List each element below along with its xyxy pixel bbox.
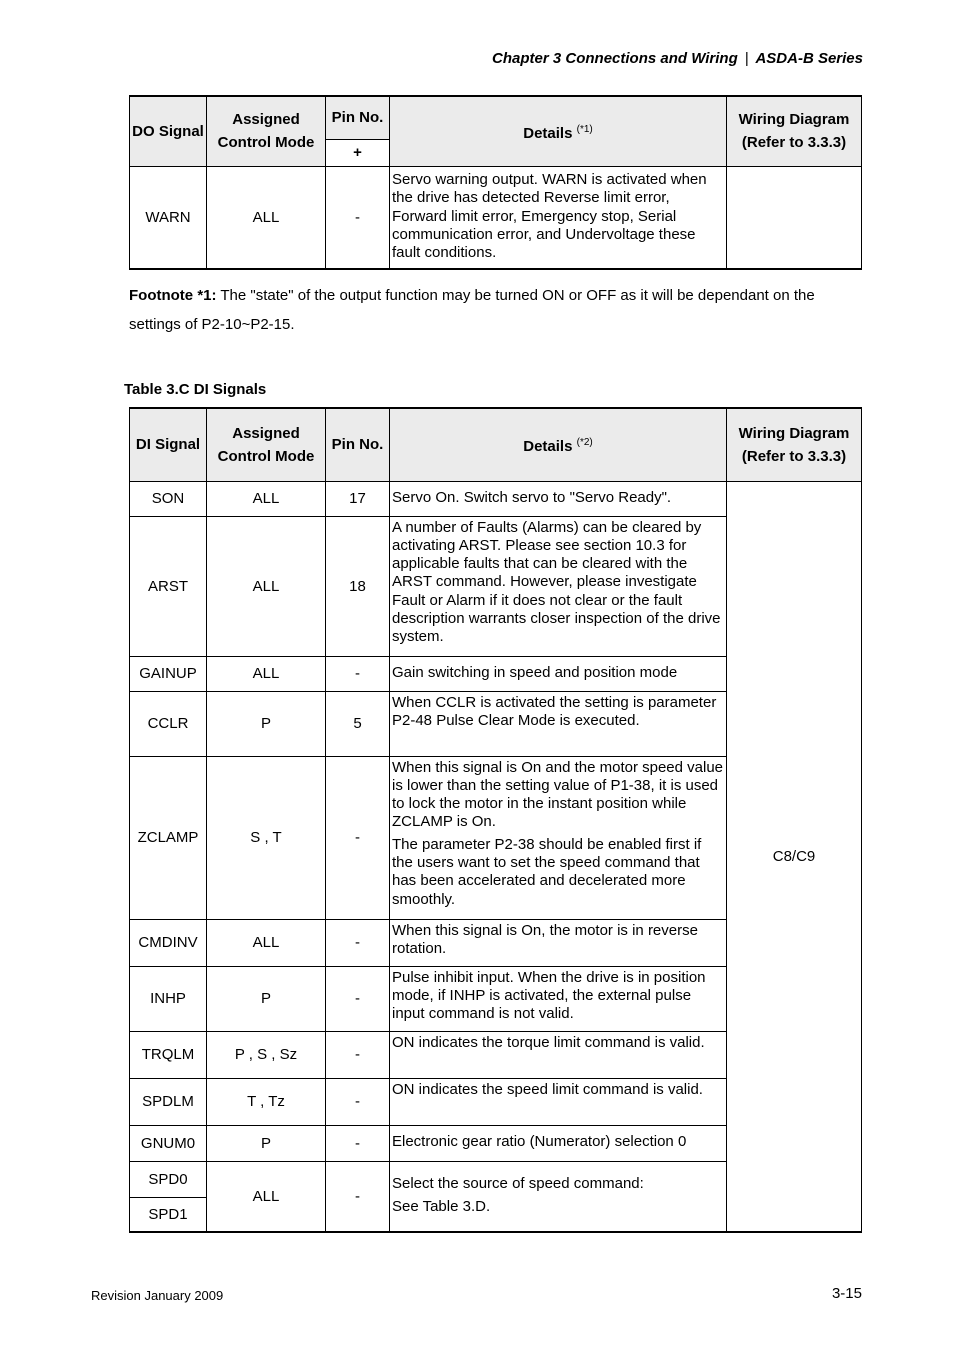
series-title: ASDA-B Series	[755, 50, 863, 67]
col-header-details: Details $^{(*2)}$	[390, 408, 727, 481]
table-caption: Table 3.C DI Signals	[124, 381, 267, 398]
footnote-label: Footnote *1:	[129, 287, 217, 304]
cell-pin: -	[326, 966, 390, 1031]
table-row	[130, 166, 862, 269]
cell-signal: ZCLAMP	[130, 756, 207, 919]
footnote	[129, 281, 869, 339]
details-paragraph: See Table 3.D.	[392, 1197, 491, 1215]
chapter-title: Chapter 3 Connections and Wiring	[492, 50, 738, 67]
cell-details: Electronic gear ratio (Numerator) selection 0	[390, 1125, 727, 1161]
cell-mode: ALL	[207, 1161, 326, 1232]
header-separator: |	[744, 50, 749, 67]
cell-mode: ALL	[207, 481, 326, 516]
cell-pin: -	[326, 756, 390, 919]
details-paragraph: Select the source of speed command:	[392, 1175, 644, 1193]
cell-details: Servo On. Switch servo to "Servo Ready".	[390, 481, 727, 516]
cell-mode: ALL	[207, 919, 326, 966]
cell-pin: -	[326, 656, 390, 691]
revision-note: Revision January 2009	[91, 1288, 224, 1303]
col-header-details: Details $^{(*1)}$	[390, 96, 727, 166]
cell-details: ON indicates the speed limit command is valid.	[390, 1078, 727, 1125]
col-header-pin: Pin No.	[326, 408, 390, 481]
cell-signal: SPDLM	[130, 1078, 207, 1125]
page-number: 3-15	[831, 1285, 862, 1302]
col-header-signal: DO Signal	[130, 96, 207, 166]
cell-details	[390, 1161, 727, 1232]
cell-signal: SPD1	[130, 1197, 207, 1232]
cell-signal: TRQLM	[130, 1031, 207, 1078]
cell-pin: 5	[326, 691, 390, 756]
cell-pin: -	[326, 919, 390, 966]
cell-details	[390, 756, 727, 919]
cell-mode: T , Tz	[207, 1078, 326, 1125]
di-signal-table	[129, 407, 862, 1233]
cell-mode: P	[207, 691, 326, 756]
cell-signal: GAINUP	[130, 656, 207, 691]
cell-details: Servo warning output. WARN is activated when the drive has detected Reverse limit error, Forward limit error, Emergency stop, Serial communication error, and Undervoltage these fault conditions.	[390, 166, 727, 269]
details-paragraph: When this signal is On and the motor speed value is lower than the setting value of P1-38, it is used to lock the motor in the instant position while ZCLAMP is On.	[392, 758, 724, 831]
cell-details: When this signal is On, the motor is in reverse rotation.	[390, 919, 727, 966]
cell-pin: 18	[326, 516, 390, 656]
col-header-mode: Assigned Control Mode	[207, 96, 326, 166]
cell-mode: P	[207, 966, 326, 1031]
cell-pin: -	[326, 1125, 390, 1161]
details-paragraph: The parameter P2-38 should be enabled first if the users want to set the speed command that has been accelerated and decelerated more smoothly.	[392, 835, 702, 908]
cell-signal: CMDINV	[130, 919, 207, 966]
cell-details: Pulse inhibit input. When the drive is in position mode, if INHP is activated, the external pulse input command is not valid.	[390, 966, 727, 1031]
cell-signal: INHP	[130, 966, 207, 1031]
do-signal-table	[129, 95, 862, 270]
page-header	[492, 50, 863, 67]
cell-mode: ALL	[207, 166, 326, 269]
cell-mode: ALL	[207, 656, 326, 691]
cell-details: Gain switching in speed and position mode	[390, 656, 727, 691]
cell-signal: SPD0	[130, 1161, 207, 1197]
cell-pin: -	[326, 1078, 390, 1125]
cell-signal: SON	[130, 481, 207, 516]
table-row	[130, 481, 862, 516]
cell-mode: ALL	[207, 516, 326, 656]
cell-wiring: C8/C9	[727, 481, 862, 1232]
cell-mode: P , S , Sz	[207, 1031, 326, 1078]
cell-details: A number of Faults (Alarms) can be cleared by activating ARST. Please see section 10.3 for applicable faults that can be cleared with the ARST command. However, please investigate Fault or Alarm if it does not clear or the fault description warrants closer inspection of the drive system.	[390, 516, 727, 656]
footnote-text: The "state" of the output function may be turned ON or OFF as it will be dependant on the settings of P2-10~P2-15.	[129, 287, 815, 333]
col-header-pin-polarity: +	[326, 139, 390, 166]
cell-mode: S , T	[207, 756, 326, 919]
col-header-signal: DI Signal	[130, 408, 207, 481]
cell-wiring	[727, 166, 862, 269]
cell-signal: ARST	[130, 516, 207, 656]
cell-pin: 17	[326, 481, 390, 516]
col-header-wiring: Wiring Diagram (Refer to 3.3.3)	[727, 408, 862, 481]
cell-details: When CCLR is activated the setting is parameter P2-48 Pulse Clear Mode is executed.	[390, 691, 727, 756]
cell-signal: WARN	[130, 166, 207, 269]
cell-mode: P	[207, 1125, 326, 1161]
cell-pin: -	[326, 1161, 390, 1232]
col-header-mode: Assigned Control Mode	[207, 408, 326, 481]
cell-pin: -	[326, 1031, 390, 1078]
col-header-wiring: Wiring Diagram (Refer to 3.3.3)	[727, 96, 862, 166]
col-header-pin: Pin No.	[326, 96, 390, 139]
cell-details: ON indicates the torque limit command is valid.	[390, 1031, 727, 1078]
cell-pin: -	[326, 166, 390, 269]
cell-signal: GNUM0	[130, 1125, 207, 1161]
cell-signal: CCLR	[130, 691, 207, 756]
